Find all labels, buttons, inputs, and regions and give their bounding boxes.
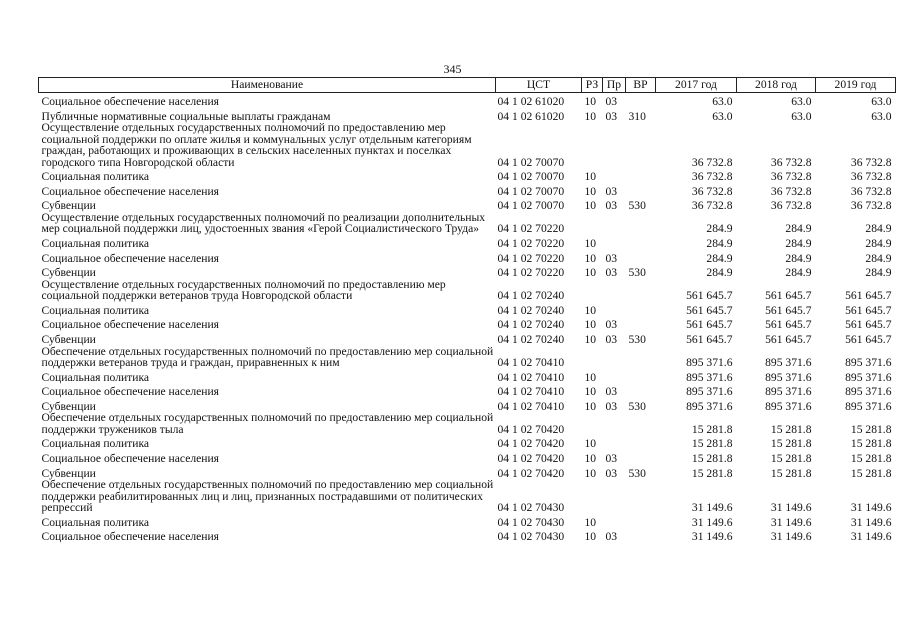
cell-rz: 10	[584, 385, 597, 399]
cell-pr	[603, 412, 626, 435]
cell-pr: 03	[605, 184, 618, 198]
cell-pr: 03	[605, 530, 618, 544]
cell-rz: 10	[584, 370, 597, 384]
cell-pr: 03	[605, 385, 618, 399]
table-row	[39, 279, 896, 302]
cell-name: Осуществление отдельных государственных полномочий по предоставлению мер социальной поддержки ветеранов труда Новгородской области	[41, 277, 446, 303]
cell-cst: 04 1 02 70420	[497, 466, 565, 480]
cell-pr	[603, 479, 626, 514]
cell-2017: 31 149.6	[691, 530, 733, 544]
cell-2017: 561 645.7	[686, 318, 733, 332]
cell-cst: 04 1 02 70410	[497, 385, 565, 399]
cell-2019: 284.9	[865, 266, 892, 280]
cell-vr	[626, 316, 656, 331]
cell-cst: 04 1 02 70240	[497, 303, 565, 317]
cell-2018: 284.9	[785, 251, 812, 265]
cell-2019: 15 281.8	[850, 466, 892, 480]
cell-2019: 561 645.7	[845, 333, 892, 347]
cell-vr	[626, 435, 656, 450]
cell-2019: 15 281.8	[850, 452, 892, 465]
cell-2019: 31 149.6	[850, 501, 892, 515]
cell-cst: 04 1 02 70430	[497, 530, 565, 544]
cell-cst: 04 1 02 70220	[497, 237, 565, 251]
cell-cst: 04 1 02 70430	[497, 501, 565, 515]
cell-2019: 36 732.8	[850, 199, 892, 213]
header-cst: ЦСТ	[496, 78, 582, 93]
table-row	[39, 383, 896, 398]
header-2019: 2019 год	[816, 78, 896, 93]
cell-rz: 10	[584, 170, 597, 184]
header-vr: ВР	[626, 78, 656, 93]
cell-name: Обеспечение отдельных государственных полномочий по предоставлению мер социальной поддержки ветеранов труда и граждан, приравненных к ним	[41, 344, 494, 370]
cell-rz: 10	[584, 95, 597, 109]
cell-2019: 63.0	[871, 109, 892, 123]
cell-2018: 15 281.8	[770, 437, 812, 451]
cell-pr	[603, 279, 626, 302]
cell-2017: 284.9	[706, 222, 733, 236]
cell-name: Социальное обеспечение населения	[41, 251, 220, 265]
cell-2018: 895 371.6	[765, 370, 812, 384]
table-row	[39, 302, 896, 317]
cell-pr	[603, 435, 626, 450]
cell-cst: 04 1 02 70430	[497, 515, 565, 529]
cell-2017: 63.0	[712, 109, 733, 123]
cell-vr	[626, 122, 656, 168]
cell-pr: 03	[605, 251, 618, 265]
cell-cst: 04 1 02 70420	[497, 422, 565, 436]
cell-pr	[603, 514, 626, 529]
cell-name: Социальная политика	[41, 170, 150, 184]
header-row	[39, 78, 896, 93]
cell-cst: 04 1 02 70240	[497, 289, 565, 303]
cell-pr: 03	[605, 199, 618, 213]
cell-2018: 895 371.6	[765, 399, 812, 413]
cell-2018: 15 281.8	[770, 452, 812, 465]
cell-rz: 10	[584, 109, 597, 123]
cell-2018: 36 732.8	[770, 155, 812, 169]
cell-pr	[603, 346, 626, 369]
cell-2018: 895 371.6	[765, 385, 812, 399]
table-row	[39, 398, 896, 413]
cell-2019: 284.9	[865, 251, 892, 265]
cell-2017: 284.9	[706, 237, 733, 251]
cell-cst: 04 1 02 70420	[497, 452, 565, 465]
table-row	[39, 514, 896, 529]
cell-vr	[626, 235, 656, 250]
cell-2017: 895 371.6	[686, 356, 733, 370]
cell-2018: 15 281.8	[770, 466, 812, 480]
cell-cst: 04 1 02 70220	[497, 266, 565, 280]
cell-vr	[626, 346, 656, 369]
table-row	[39, 197, 896, 212]
cell-2018: 63.0	[791, 109, 812, 123]
cell-pr	[603, 122, 626, 168]
cell-name: Социальное обеспечение населения	[41, 452, 220, 465]
table-header	[39, 78, 896, 93]
cell-vr	[626, 183, 656, 198]
cell-2018: 63.0	[791, 95, 812, 109]
header-name: Наименование	[39, 78, 496, 93]
cell-name: Осуществление отдельных государственных полномочий по предоставлению мер социальной поддержки по оплате жилья и коммунальных услуг отдельным категориям граждан, работающих и проживающих в сельских населенных пунктах и поселках городского типа Новгородской области	[41, 121, 472, 169]
cell-name: Социальная политика	[41, 237, 150, 251]
cell-vr: 530	[628, 399, 646, 413]
cell-vr	[626, 93, 656, 108]
cell-2019: 561 645.7	[845, 289, 892, 303]
table-row	[39, 212, 896, 235]
table-row	[39, 108, 896, 123]
cell-vr	[626, 369, 656, 384]
cell-2017: 895 371.6	[686, 399, 733, 413]
cell-name: Субвенции	[41, 266, 96, 280]
cell-2018: 31 149.6	[770, 501, 812, 515]
cell-rz: 10	[584, 303, 597, 317]
cell-pr: 03	[605, 95, 618, 109]
cell-2017: 15 281.8	[691, 437, 733, 451]
cell-2018: 31 149.6	[770, 515, 812, 529]
cell-cst: 04 1 02 70220	[497, 222, 565, 236]
cell-name: Социальная политика	[41, 437, 150, 451]
cell-pr	[603, 212, 626, 235]
cell-rz	[582, 212, 603, 235]
cell-2017: 31 149.6	[691, 501, 733, 515]
cell-rz	[582, 412, 603, 435]
cell-2019: 63.0	[871, 95, 892, 109]
cell-vr: 530	[628, 199, 646, 213]
cell-pr	[603, 369, 626, 384]
cell-2017: 36 732.8	[691, 199, 733, 213]
cell-pr: 03	[605, 399, 618, 413]
cell-name: Социальное обеспечение населения	[41, 184, 220, 198]
table-row	[39, 331, 896, 346]
cell-pr: 03	[605, 333, 618, 347]
cell-name: Осуществление отдельных государственных полномочий по реализации дополнительных мер социальной поддержки лиц, удостоенных звания «Герой Социалистического Труда»	[41, 210, 486, 236]
cell-2019: 895 371.6	[845, 356, 892, 370]
cell-rz	[582, 122, 603, 168]
cell-2019: 561 645.7	[845, 318, 892, 332]
table-row	[39, 168, 896, 183]
cell-vr	[626, 302, 656, 317]
cell-2017: 561 645.7	[686, 289, 733, 303]
cell-rz: 10	[584, 199, 597, 213]
table-row	[39, 346, 896, 369]
cell-2017: 284.9	[706, 251, 733, 265]
cell-2019: 36 732.8	[850, 155, 892, 169]
cell-vr	[626, 279, 656, 302]
cell-name: Социальная политика	[41, 370, 150, 384]
table-row	[39, 316, 896, 331]
cell-name: Субвенции	[41, 333, 96, 347]
cell-cst: 04 1 02 70240	[497, 333, 565, 347]
header-pr: Пр	[603, 78, 626, 93]
cell-2018: 31 149.6	[770, 530, 812, 544]
cell-pr	[603, 168, 626, 183]
cell-2019: 561 645.7	[845, 303, 892, 317]
table-row	[39, 264, 896, 279]
cell-2017: 15 281.8	[691, 452, 733, 465]
cell-vr	[626, 412, 656, 435]
cell-cst: 04 1 02 70410	[497, 356, 565, 370]
header-rz: РЗ	[582, 78, 603, 93]
cell-2018: 284.9	[785, 222, 812, 236]
cell-vr	[626, 479, 656, 514]
table-body	[39, 93, 896, 543]
cell-name: Социальная политика	[41, 515, 150, 529]
cell-2018: 284.9	[785, 266, 812, 280]
cell-name: Социальная политика	[41, 303, 150, 317]
cell-cst: 04 1 02 61020	[497, 95, 565, 109]
cell-vr: 530	[628, 466, 646, 480]
cell-2018: 561 645.7	[765, 318, 812, 332]
cell-vr: 310	[628, 109, 646, 123]
cell-2019: 15 281.8	[850, 422, 892, 436]
cell-pr	[603, 235, 626, 250]
cell-cst: 04 1 02 70240	[497, 318, 565, 332]
table-row	[39, 122, 896, 168]
cell-2017: 561 645.7	[686, 303, 733, 317]
cell-2019: 284.9	[865, 222, 892, 236]
cell-2019: 31 149.6	[850, 515, 892, 529]
table-row	[39, 528, 896, 543]
cell-rz: 10	[584, 515, 597, 529]
cell-cst: 04 1 02 70420	[497, 437, 565, 451]
cell-rz: 10	[584, 530, 597, 544]
cell-2017: 895 371.6	[686, 370, 733, 384]
cell-cst: 04 1 02 70070	[497, 170, 565, 184]
cell-vr	[626, 514, 656, 529]
cell-cst: 04 1 02 61020	[497, 109, 565, 123]
table-row	[39, 235, 896, 250]
cell-rz: 10	[584, 452, 597, 465]
cell-pr: 03	[605, 318, 618, 332]
cell-2017: 63.0	[712, 95, 733, 109]
cell-2018: 36 732.8	[770, 170, 812, 184]
cell-vr	[626, 528, 656, 543]
cell-2018: 36 732.8	[770, 199, 812, 213]
cell-2019: 895 371.6	[845, 399, 892, 413]
cell-2019: 895 371.6	[845, 385, 892, 399]
cell-rz	[582, 479, 603, 514]
cell-vr: 530	[628, 266, 646, 280]
cell-name: Социальное обеспечение населения	[41, 385, 220, 399]
cell-2019: 31 149.6	[850, 530, 892, 544]
cell-2017: 36 732.8	[691, 155, 733, 169]
cell-2018: 284.9	[785, 237, 812, 251]
cell-rz: 10	[584, 466, 597, 480]
cell-rz	[582, 279, 603, 302]
cell-name: Субвенции	[41, 199, 96, 213]
cell-pr: 03	[605, 266, 618, 280]
table-row	[39, 183, 896, 198]
cell-pr: 03	[605, 466, 618, 480]
cell-cst: 04 1 02 70070	[497, 199, 565, 213]
cell-cst: 04 1 02 70220	[497, 251, 565, 265]
cell-name: Субвенции	[41, 466, 96, 480]
cell-2017: 561 645.7	[686, 333, 733, 347]
cell-pr: 03	[605, 452, 618, 465]
table-row	[39, 465, 896, 480]
cell-cst: 04 1 02 70070	[497, 155, 565, 169]
cell-2019: 284.9	[865, 237, 892, 251]
table-row	[39, 250, 896, 265]
cell-2019: 36 732.8	[850, 184, 892, 198]
cell-2018: 895 371.6	[765, 356, 812, 370]
cell-2019: 895 371.6	[845, 370, 892, 384]
cell-name: Социальное обеспечение населения	[41, 95, 220, 109]
cell-rz: 10	[584, 318, 597, 332]
table-row	[39, 369, 896, 384]
table-row	[39, 479, 896, 514]
cell-2019: 36 732.8	[850, 170, 892, 184]
cell-rz: 10	[584, 251, 597, 265]
cell-2017: 15 281.8	[691, 422, 733, 436]
table-row	[39, 412, 896, 435]
cell-name: Обеспечение отдельных государственных полномочий по предоставлению мер социальной поддержки тружеников тыла	[41, 411, 494, 436]
cell-2017: 31 149.6	[691, 515, 733, 529]
cell-rz: 10	[584, 399, 597, 413]
header-2018: 2018 год	[737, 78, 816, 93]
cell-name: Социальное обеспечение населения	[41, 530, 220, 544]
cell-name: Субвенции	[41, 399, 96, 413]
cell-vr	[626, 450, 656, 465]
cell-pr	[603, 302, 626, 317]
cell-rz: 10	[584, 333, 597, 347]
table-row	[39, 435, 896, 450]
cell-cst: 04 1 02 70070	[497, 184, 565, 198]
cell-pr: 03	[605, 109, 618, 123]
header-2017: 2017 год	[656, 78, 737, 93]
cell-rz	[582, 346, 603, 369]
cell-2018: 36 732.8	[770, 184, 812, 198]
cell-2018: 561 645.7	[765, 303, 812, 317]
cell-2018: 15 281.8	[770, 422, 812, 436]
cell-2017: 36 732.8	[691, 170, 733, 184]
table-row	[39, 93, 896, 108]
cell-cst: 04 1 02 70410	[497, 370, 565, 384]
cell-2019: 15 281.8	[850, 437, 892, 451]
cell-2018: 561 645.7	[765, 333, 812, 347]
cell-vr: 530	[628, 333, 646, 347]
page-number: 345	[443, 62, 462, 76]
cell-name: Публичные нормативные социальные выплаты гражданам	[41, 109, 331, 123]
cell-2017: 284.9	[706, 266, 733, 280]
cell-vr	[626, 250, 656, 265]
cell-vr	[626, 383, 656, 398]
cell-2018: 561 645.7	[765, 289, 812, 303]
cell-cst: 04 1 02 70410	[497, 399, 565, 413]
cell-rz: 10	[584, 266, 597, 280]
cell-rz: 10	[584, 184, 597, 198]
cell-name: Обеспечение отдельных государственных полномочий по предоставлению мер социальной поддержки реабилитированных лиц и лиц, признанных пострадавшими от политических репрессий	[41, 478, 494, 515]
cell-2017: 15 281.8	[691, 466, 733, 480]
cell-2017: 895 371.6	[686, 385, 733, 399]
cell-2017: 36 732.8	[691, 184, 733, 198]
cell-name: Социальное обеспечение населения	[41, 318, 220, 332]
table-row	[39, 450, 896, 465]
cell-vr	[626, 168, 656, 183]
cell-rz: 10	[584, 237, 597, 251]
cell-rz: 10	[584, 437, 597, 451]
cell-vr	[626, 212, 656, 235]
budget-table	[38, 77, 896, 543]
